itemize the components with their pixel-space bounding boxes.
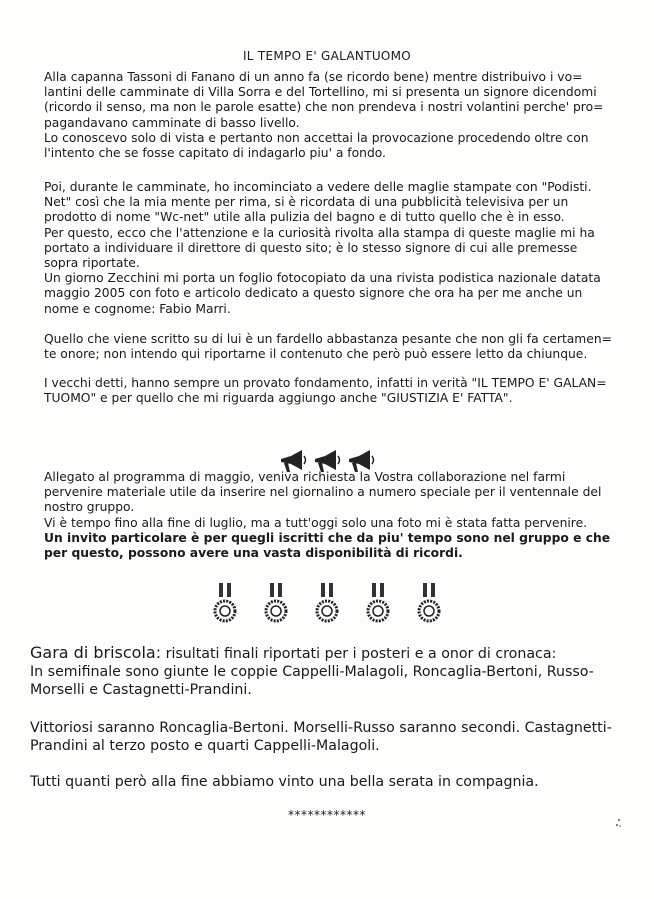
- bold-paragraph: Un invito particolare è per quegli iscritti che da piu' tempo sono nel gruppo e che per questo, possono avere una vasta disponibilità di ricordi.: [44, 530, 611, 561]
- briscola-intro: risultati finali riportati per i posteri e a onor di cronaca:: [161, 646, 557, 662]
- paragraph: Tutti quanti però alla fine abbiamo vinto una bella serata in compagnia.: [30, 774, 539, 790]
- section-podisti-net: [44, 180, 614, 317]
- section-encounter: [44, 70, 614, 161]
- medal-icon: [212, 582, 238, 624]
- section-invitation: [44, 470, 614, 561]
- briscola-heading: Gara di briscola:: [30, 643, 162, 662]
- star-divider: ************: [288, 808, 366, 822]
- paragraph: Vittoriosi saranno Roncaglia-Bertoni. Morselli-Russo saranno secondi. Castagnetti-Prandini al terzo posto e quarti Cappelli-Malagoli.: [30, 720, 612, 754]
- paragraph: [30, 644, 630, 663]
- section-briscola-closing: [30, 773, 630, 791]
- paragraph: Poi, durante le camminate, ho incominciato a vedere delle maglie stampate con "Podisti. Net" così che la mia mente per rima, si è ricordata di una pubblicità televisiva per un prodotto di nome "Wc-net" utile alla pulizia del bagno e di tutto quello che è in esso.: [44, 180, 592, 225]
- paragraph: Allegato al programma di maggio, veniva richiesta la Vostra collaborazione nel farmi pervenire materiale utile da inserire nel giornalino a numero speciale per il ventennale del nostro gruppo.: [44, 470, 602, 515]
- paragraph: In semifinale sono giunte le coppie Cappelli-Malagoli, Roncaglia-Bertoni, Russo-Morselli e Castagnetti-Prandini.: [30, 664, 594, 698]
- page-title: IL TEMPO E' GALANTUOMO: [242, 49, 412, 63]
- medal-row: [0, 582, 654, 624]
- medal-icon: [263, 582, 289, 624]
- paragraph: Un giorno Zecchini mi porta un foglio fotocopiato da una rivista podistica nazionale datata maggio 2005 con foto e articolo dedicato a questo signore che ora ha per me anche un nome e cognome: Fabio Marri.: [44, 271, 601, 316]
- paragraph: Vi è tempo fino alla fine di luglio, ma a tutt'oggi solo una foto mi è stata fatta pervenire.: [44, 515, 588, 530]
- medal-icon: [365, 582, 391, 624]
- section-proverb: [44, 376, 614, 406]
- scan-speck: [612, 816, 626, 830]
- paragraph: Quello che viene scritto su di lui è un fardello abbastanza pesante che non gli fa certamen= te onore; non intendo qui riportarne il contenuto che però può essere letto da chiunque.: [44, 332, 612, 362]
- section-briscola: [30, 644, 630, 699]
- paragraph: Lo conoscevo solo di vista e pertanto non accettai la provocazione procedendo oltre con l'intento che se fosse capitato di indagarlo piu' a fondo.: [44, 130, 589, 161]
- section-article: [44, 332, 614, 362]
- section-briscola-results: [30, 719, 630, 755]
- paragraph: I vecchi detti, hanno sempre un provato fondamento, infatti in verità "IL TEMPO E' GALAN= TUOMO" e per quello che mi riguarda aggiungo anche "GIUSTIZIA E' FATTA".: [44, 376, 607, 406]
- paragraph: Per questo, ecco che l'attenzione e la curiosità rivolta alla stampa di queste maglie mi ha portato a individuare il direttore di questo sito; è lo stesso signore di cui alle premesse sopra riportate.: [44, 225, 595, 271]
- medal-icon: [314, 582, 340, 624]
- medal-icon: [416, 582, 442, 624]
- paragraph: Alla capanna Tassoni di Fanano di un anno fa (se ricordo bene) mentre distribuivo i vo= lantini delle camminate di Villa Sorra e del Tortellino, mi si presenta un signore dicendomi (ricordo il senso, ma non le parole esatte) che non prendeva i nostri volantini perche' pro= pagandavano camminate di basso livello.: [44, 70, 604, 130]
